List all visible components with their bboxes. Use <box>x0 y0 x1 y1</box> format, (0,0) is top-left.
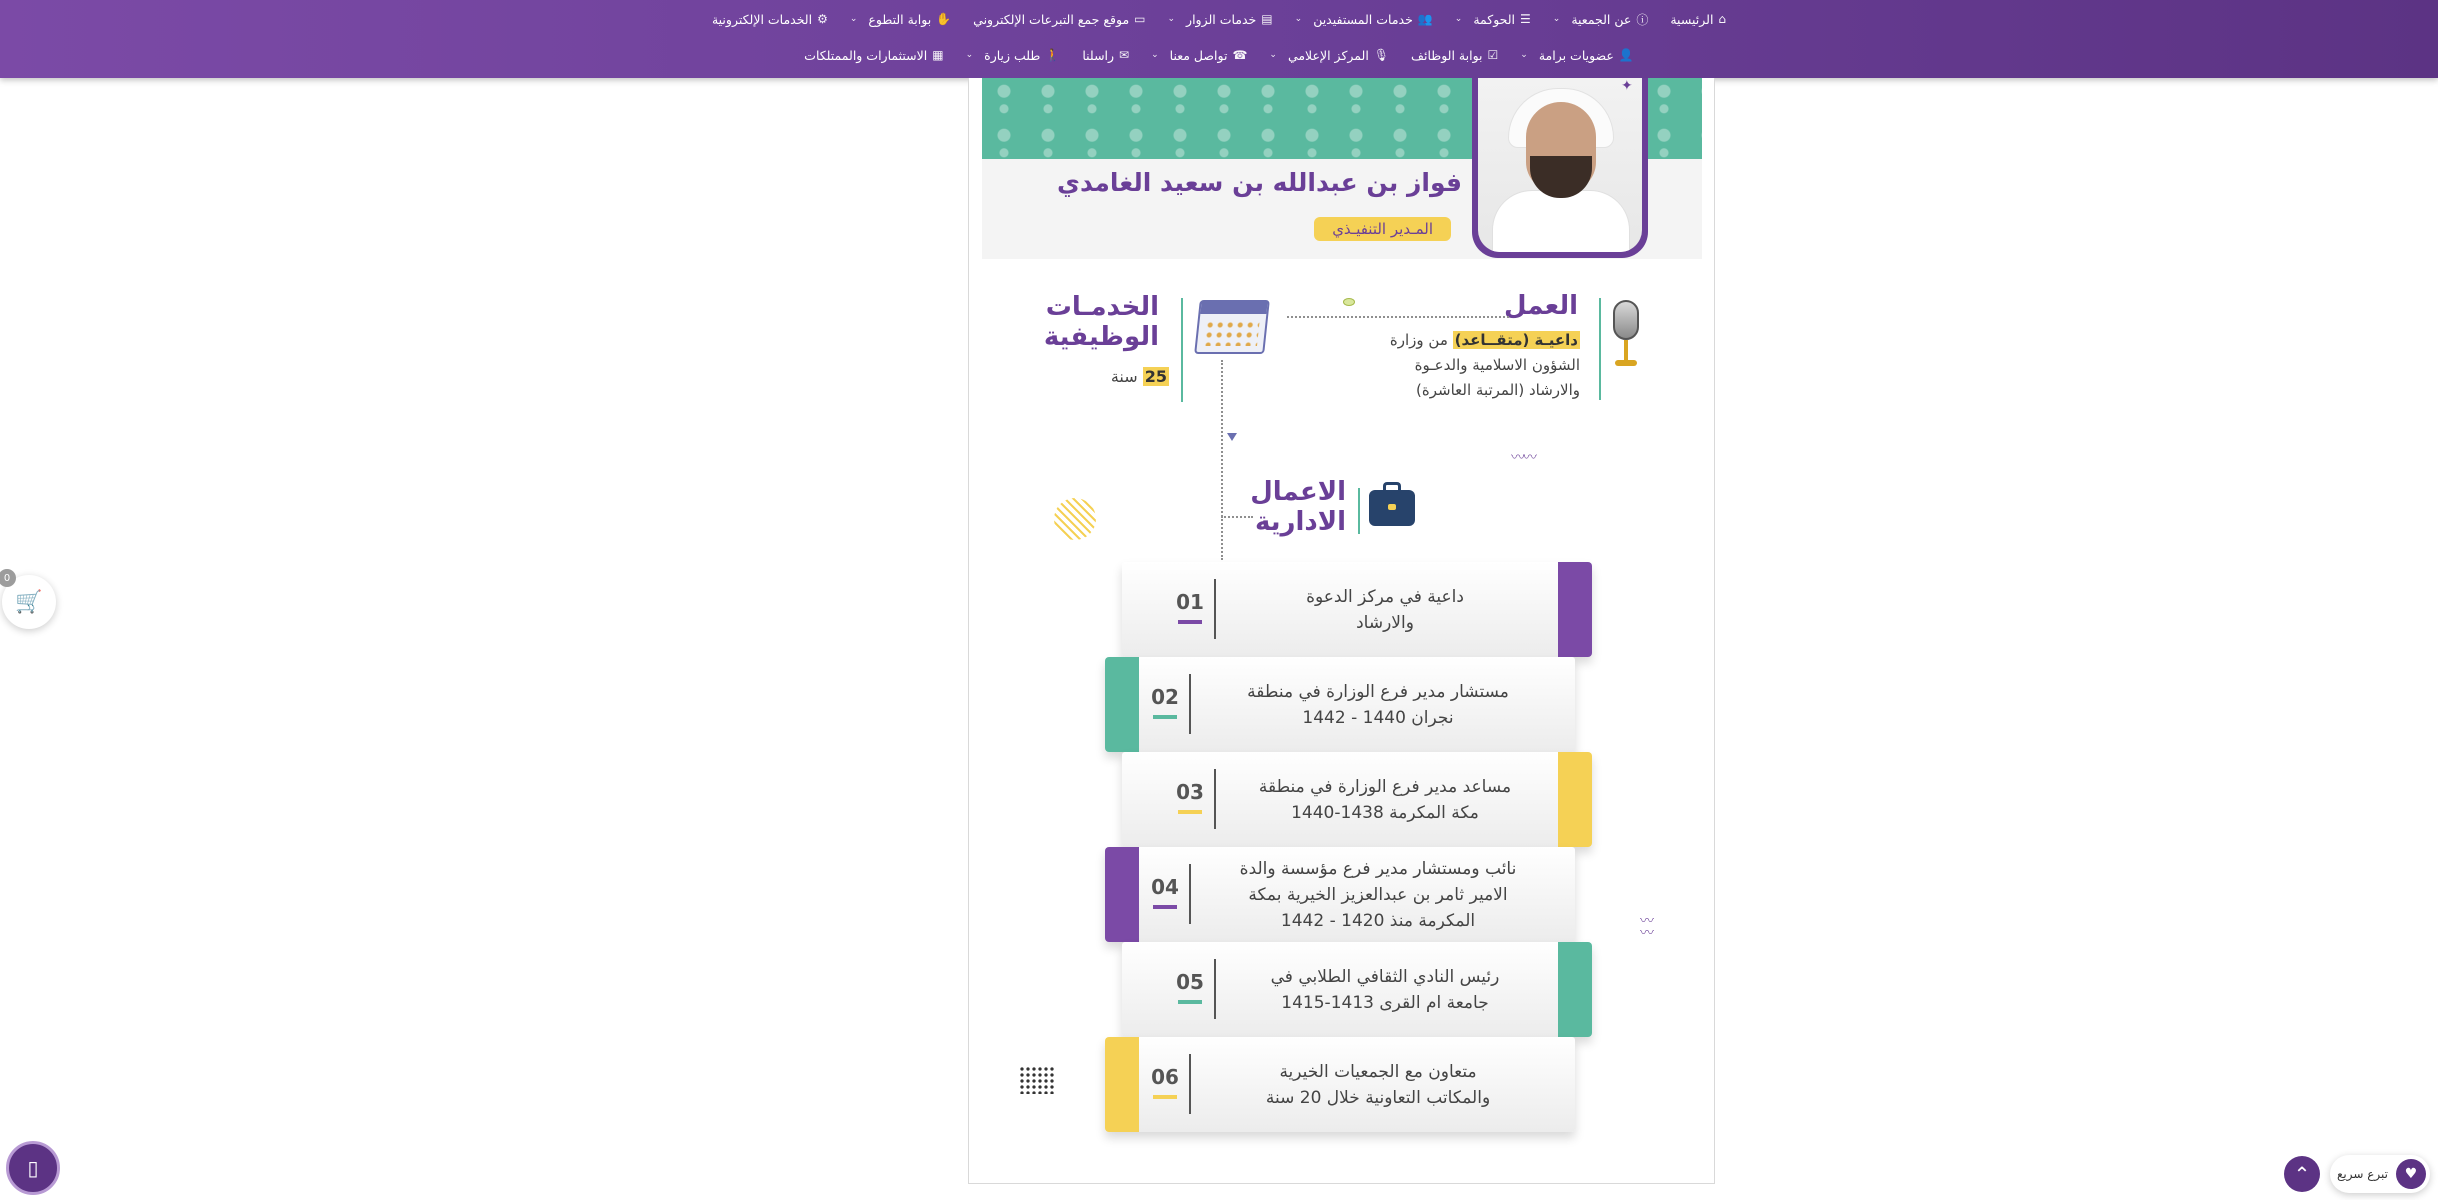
services-connector <box>1221 360 1223 560</box>
chevron-down-icon: ⌄ <box>965 50 974 60</box>
work-line1: من وزارة <box>1389 331 1453 349</box>
services-title-line1: الخدمـات <box>1045 292 1159 322</box>
list-item-number: 02 <box>1151 685 1179 709</box>
users-icon: 👥 <box>1417 12 1433 26</box>
media-icon: 🎙 <box>1373 48 1390 62</box>
work-description <box>1320 328 1580 403</box>
list-item-line1: نائب ومستشار مدير فرع مؤسسة والدة <box>1239 858 1517 879</box>
briefcase-icon <box>1369 490 1415 526</box>
nav-item-row2-4[interactable] <box>1082 48 1129 63</box>
nav-label: خدمات المستفيدين <box>1313 11 1413 27</box>
mail-icon: ✉ <box>1119 48 1130 62</box>
nav-label: الاستثمارات والممتلكات <box>804 47 928 63</box>
jobs-icon: ☑ <box>1487 48 1499 62</box>
nav-item-row2-2[interactable] <box>1269 48 1389 63</box>
list-item-number-underline <box>1153 905 1177 909</box>
profile-photo <box>1472 78 1648 258</box>
nav-item-row1-4[interactable] <box>1167 12 1272 27</box>
list-item-number-underline <box>1178 810 1202 814</box>
list-item-separator <box>1189 1054 1191 1114</box>
list-item-accent <box>1558 942 1592 1037</box>
scroll-top-button[interactable] <box>2284 1156 2320 1192</box>
work-line3: والارشاد (المرتبة العاشرة) <box>1416 381 1580 399</box>
nav-item-row1-7[interactable] <box>712 12 828 27</box>
services-title-line2: الوظيفية <box>1043 321 1159 352</box>
list-item-text <box>1197 1037 1559 1132</box>
services-years <box>1089 364 1169 389</box>
admin-title-line2: الادارية <box>1254 506 1346 537</box>
chevron-down-icon: ⌄ <box>1167 14 1176 24</box>
eye-icon <box>1343 298 1355 306</box>
services-divider <box>1181 298 1183 402</box>
work-title: العمل <box>1504 291 1578 321</box>
work-divider <box>1599 298 1601 400</box>
list-item-separator <box>1214 769 1216 829</box>
quick-donate-button[interactable] <box>2330 1155 2430 1193</box>
services-title <box>1044 293 1159 353</box>
nav-label: بوابة الوظائف <box>1411 47 1483 63</box>
list-item-separator <box>1189 674 1191 734</box>
nav-item-row1-6[interactable] <box>850 12 951 27</box>
quick-donate-label: تبرع سريع <box>2337 1167 2388 1181</box>
list-item-text <box>1222 562 1548 657</box>
list-item-line1: داعية في مركز الدعوة <box>1306 586 1464 607</box>
card-icon: ▭ <box>1134 12 1146 26</box>
nav-item-row1-5[interactable] <box>973 12 1145 27</box>
list-item-line2: جامعة ام القرى 1413-1415 <box>1281 992 1489 1013</box>
list-item-number-underline <box>1178 620 1202 624</box>
cart-count-badge: 0 <box>0 569 16 587</box>
list-item-accent <box>1558 562 1592 657</box>
cart-icon: 🛒 <box>15 589 43 615</box>
work-connector <box>1287 316 1509 318</box>
person-role-badge: المـدير التنفيـذي <box>1314 217 1451 241</box>
list-item-accent <box>1105 657 1139 752</box>
member-icon: 👤 <box>1618 48 1634 62</box>
list-item-line1: رئيس النادي الثقافي الطلابي في <box>1270 966 1500 987</box>
zigzag-decoration-vertical: 〰〰 <box>1638 913 1654 937</box>
building-icon: ▦ <box>932 48 944 62</box>
list-item-number: 03 <box>1176 780 1204 804</box>
striped-circle-decoration <box>1054 498 1096 540</box>
chevron-down-icon: ⌄ <box>849 14 858 24</box>
nav-item-row1-3[interactable] <box>1295 12 1433 27</box>
admin-title-line1: الاعمال <box>1250 477 1346 507</box>
list-item-line2: نجران 1440 - 1442 <box>1302 707 1454 728</box>
nav-label: بوابة التطوع <box>868 11 932 27</box>
volunteer-icon: ✋ <box>936 12 952 26</box>
nav-label: موقع جمع التبرعات الإلكتروني <box>973 11 1130 27</box>
nav-item-row2-3[interactable] <box>1151 48 1247 63</box>
list-item-line1: مستشار مدير فرع الوزارة في منطقة <box>1247 681 1509 702</box>
years-value: 25 <box>1144 367 1167 386</box>
years-unit: سنة <box>1110 367 1143 386</box>
zigzag-decoration: 〰〰 <box>1511 450 1535 466</box>
list-item <box>1122 562 1592 657</box>
list-item-line1: متعاون مع الجمعيات الخيرية <box>1279 1061 1477 1082</box>
chevron-down-icon: ⌄ <box>1454 14 1463 24</box>
triangle-marker-icon <box>1227 433 1237 441</box>
list-item-number: 05 <box>1176 970 1204 994</box>
nav-item-row2-0[interactable] <box>1520 48 1634 63</box>
chevron-down-icon: ⌄ <box>1294 14 1303 24</box>
list-item-line2: والارشاد <box>1356 612 1414 633</box>
list-item-line3: المكرمة منذ 1420 - 1442 <box>1280 910 1476 931</box>
chevron-down-icon: ⌄ <box>1520 50 1528 60</box>
list-item <box>1122 942 1592 1037</box>
admin-title <box>1250 478 1346 538</box>
list-item <box>1105 657 1575 752</box>
nav-label: خدمات الزوار <box>1186 11 1257 27</box>
list-item-line2: مكة المكرمة 1438-1440 <box>1291 802 1479 823</box>
mobile-icon: ▯ <box>27 1156 39 1180</box>
list-item <box>1105 847 1575 942</box>
list-item-number: 06 <box>1151 1065 1179 1089</box>
list-item-separator <box>1189 864 1191 924</box>
list-item-line2: الامير ثامر بن عبدالعزيز الخيرية بمكة <box>1248 884 1508 905</box>
list-item-line2: والمكاتب التعاونية خلال 20 سنة <box>1265 1087 1491 1108</box>
list-item <box>1122 752 1592 847</box>
work-highlight: داعيـة (متقــاعد) <box>1454 331 1578 349</box>
list-item-text <box>1222 942 1548 1037</box>
chevron-up-icon: ⌃ <box>2293 1162 2311 1186</box>
cogs-icon: ⚙ <box>817 12 828 26</box>
chevron-down-icon: ⌄ <box>1151 50 1159 60</box>
profile-card <box>968 78 1715 1184</box>
list-item-accent <box>1558 752 1592 847</box>
chevron-down-icon: ⌄ <box>1269 50 1277 60</box>
nav-label: طلب زيارة <box>984 47 1041 63</box>
nav-label: الحوكمة <box>1473 11 1515 27</box>
list-item-number-underline <box>1153 1095 1177 1099</box>
list-item-line1: مساعد مدير فرع الوزارة في منطقة <box>1258 776 1512 797</box>
donate-icon: ♥ <box>2396 1159 2426 1189</box>
list-icon: ☰ <box>1520 12 1531 26</box>
list-item-number-underline <box>1153 715 1177 719</box>
nav-label: عضويات برامة <box>1538 47 1614 63</box>
list-item-number-underline <box>1178 1000 1202 1004</box>
list-item <box>1105 1037 1575 1132</box>
microphone-icon <box>1609 300 1643 372</box>
list-item-text <box>1197 847 1559 942</box>
calendar-icon <box>1194 300 1270 354</box>
nav-item-row1-1[interactable] <box>1553 11 1649 28</box>
work-line2: الشؤون الاسلامية والدعـوة <box>1414 356 1580 374</box>
nav-item-row1-0[interactable] <box>1670 12 1726 27</box>
nav-row-secondary <box>0 44 2438 66</box>
top-navbar <box>0 0 2438 78</box>
nav-row-primary <box>0 8 2438 30</box>
list-item-text <box>1197 657 1559 752</box>
dots-decoration <box>1019 1066 1055 1094</box>
list-item-number: 01 <box>1176 590 1204 614</box>
list-item-separator <box>1214 959 1216 1019</box>
nav-item-row2-5[interactable] <box>966 48 1061 63</box>
mobile-app-button[interactable] <box>6 1141 60 1195</box>
nav-label: عن الجمعية <box>1571 11 1632 27</box>
list-item-accent <box>1105 847 1139 942</box>
nav-label: الخدمات الإلكترونية <box>711 11 813 27</box>
visitors-icon: ▤ <box>1261 12 1273 26</box>
nav-item-row2-1[interactable] <box>1411 48 1498 63</box>
admin-connector <box>1221 516 1253 518</box>
list-item-separator <box>1214 579 1216 639</box>
list-item-text <box>1222 752 1548 847</box>
nav-label: المركز الإعلامي <box>1287 47 1369 63</box>
chevron-down-icon: ⌄ <box>1552 14 1561 24</box>
nav-item-row1-2[interactable] <box>1455 12 1531 27</box>
person-name: فواز بن عبدالله بن سعيد الغامدي <box>1057 168 1462 197</box>
list-item-number: 04 <box>1151 875 1179 899</box>
sparkle-icon: ✦ <box>1621 78 1633 94</box>
home-icon: ⌂ <box>1718 12 1727 26</box>
nav-label: راسلنا <box>1082 47 1115 63</box>
phone-icon: ☎ <box>1232 48 1248 62</box>
nav-item-row2-6[interactable] <box>804 48 943 63</box>
info-icon: ⓘ <box>1636 12 1649 27</box>
nav-label: تواصل معنا <box>1169 47 1228 63</box>
admin-divider <box>1358 488 1360 534</box>
visit-icon: 🚶 <box>1045 48 1061 62</box>
cart-button[interactable] <box>2 572 56 629</box>
list-item-accent <box>1105 1037 1139 1132</box>
nav-label: الرئيسية <box>1670 11 1714 27</box>
